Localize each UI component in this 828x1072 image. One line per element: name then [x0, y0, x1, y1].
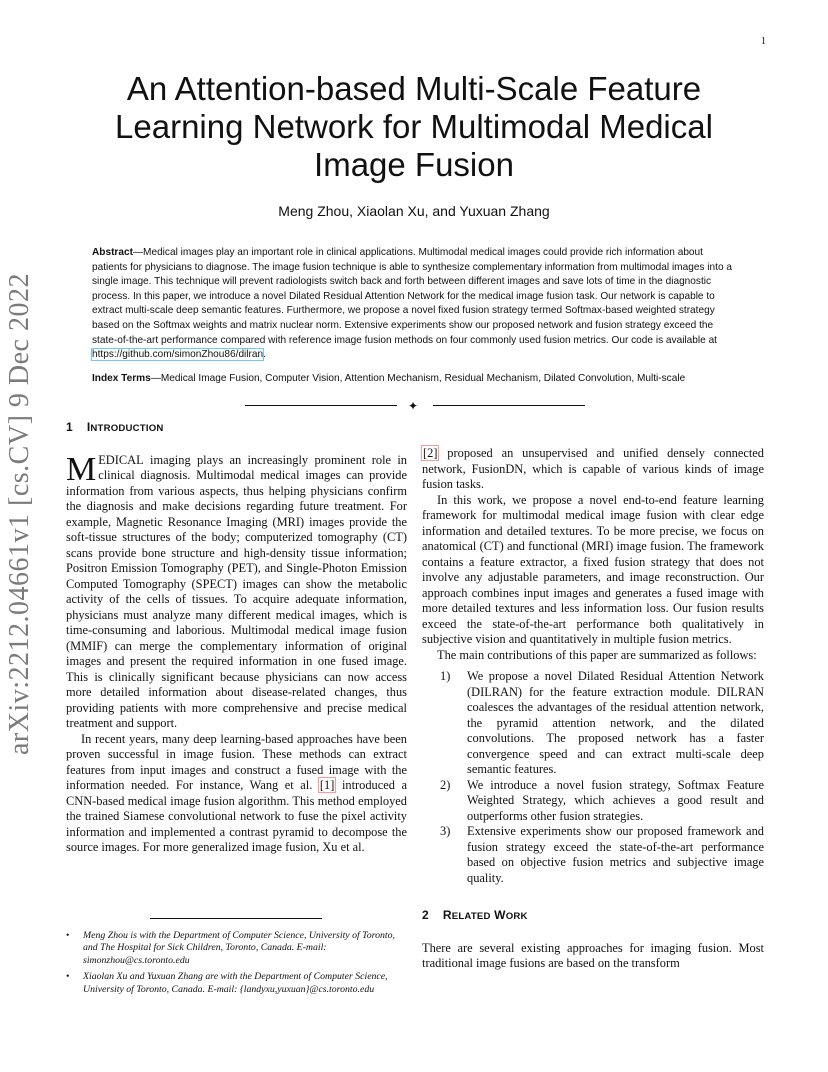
list-item [422, 824, 764, 886]
section-title-rest: ORK [505, 911, 528, 922]
intro-paragraph-1 [66, 450, 407, 732]
intro-paragraph-2-text-c: proposed an unsupervised and unified densely connected network, FusionDN, which is capable of various kinds of image fusion tasks. [422, 446, 764, 491]
section-title-initial: I [86, 420, 91, 434]
index-terms-text: —Medical Image Fusion, Computer Vision, Attention Mechanism, Residual Mechanism, Dilated Convolution, Multi-scale [150, 373, 686, 384]
divider-ornament-icon: ✦ [408, 399, 419, 413]
related-work-paragraph-1: There are several existing approaches for imaging fusion. Most traditional image fusions are based on the transform [422, 940, 764, 970]
divider-line-left [245, 405, 397, 406]
list-item [422, 778, 764, 825]
section-heading-introduction [66, 420, 407, 437]
paper-title: An Attention-based Multi-Scale Feature Learning Network for Multimodal Medical Image Fusion [115, 70, 713, 183]
arxiv-identifier-stamp: arXiv:2212.04661v1 [cs.CV] 9 Dec 2022 [4, 273, 35, 755]
list-marker: 3) [440, 824, 451, 838]
list-item-text: Extensive experiments show our proposed framework and fusion strategy exceed the state-of-the-art performance based on objective fusion metrics and subjective image quality. [467, 824, 764, 885]
intro-paragraph-3: In this work, we propose a novel end-to-end feature learning framework for multimodal medical image fusion with clear edge information and detailed textures. To be more precise, we focus on anatomical (CT) and functional (MRI) image fusion. The framework contains a feature extractor, a fixed fusion strategy that does not involve any adjustable parameters, and image reconstruction. Our approach combines input images and generates a fused image with more detailed textures and less information loss. Our fusion results exceed the state-of-the-art performance both qualitatively in subjective vision and quantitatively in multiple fusion metrics. [422, 492, 764, 646]
section-heading-related-work [422, 908, 764, 925]
contributions-list [422, 669, 764, 886]
abstract-text: —Medical images play an important role in clinical applications. Multimodal medical images could provide rich information about patients for physicians to diagnose. The image fusion technique is able to synthesize complementary information from multimodal images into a single image. This technique will prevent radiologists switch back and forth between different images and save lots of time in the diagnostic process. In this paper, we introduce a novel Dilated Residual Attention Network for the medical image fusion task. Our network is capable to extract multi-scale deep semantic features. Furthermore, we propose a novel fixed fusion strategy termed Softmax-based weighted strategy based on the Softmax weights and matrix nuclear norm. Extensive experiments show our proposed network and fusion strategy exceed the state-of-the-art performance compared with reference image fusion methods on four commonly used fusion metrics. Our code is available at [92, 247, 732, 346]
abstract-end: . [263, 349, 266, 361]
footnote-rule [150, 918, 322, 919]
divider-line-right [433, 405, 585, 406]
list-marker: 2) [440, 777, 451, 792]
index-terms-label: Index Terms [92, 373, 151, 384]
drop-cap-smallcaps: EDICAL [98, 452, 144, 467]
index-terms [92, 373, 752, 384]
intro-paragraph-2-text-b: introduced a CNN-based medical image fusion algorithm. This method employed the trained Siamese convolutional network to fuse the pixel activity information and implemented a contrast pyramid to decompose the source images. For more generalized image fusion, Xu et al. [66, 778, 407, 854]
list-item-text: We introduce a novel fusion strategy, Softmax Feature Weighted Strategy, which achieves a good result and outperforms other fusion strategies. [467, 777, 764, 823]
footnote [66, 930, 408, 967]
citation-link[interactable]: [1] [319, 778, 335, 792]
intro-paragraph-2-continued [422, 446, 764, 493]
drop-cap: M [66, 450, 97, 488]
intro-paragraph-2-text-a: In recent years, many deep learning-based approaches have been proven successful in image fusion. These methods can extract features from input images and construct a fused image with the information needed. For instance, Wang et al. [66, 731, 407, 792]
section-title-initial: R [442, 908, 452, 922]
intro-paragraph-1-text: imaging plays an increasingly prominent role in clinical diagnosis. Multimodal medical images can provide information from various aspects, thus helping physicians confirm the diagnosis and make decisions regarding future treatment. For example, Magnetic Resonance Imaging (MRI) images provide the soft-tissue structures of the body; computerized tomography (CT) scans provide bone structure and high-density tissue information; Positron Emission Tomography (PET), and Single-Photon Emission Computed Tomography (SPECT) images can show the metabolic activity of the cells of tissues. To acquire adequate information, physicians must analyze many different medical images, which is time-consuming and laborious. Multimodal medical image fusion (MMIF) can merge the complementary information of original images and present the required information in one fused image. This is clinically significant because physicians can now access more detailed information about disease-related changes, thus providing patients with more comprehensive and precise medical treatment and support. [66, 452, 407, 730]
list-item [422, 669, 764, 778]
citation-link[interactable]: [2] [423, 446, 438, 460]
list-marker: 1) [440, 669, 451, 683]
footnote-text: Xiaolan Xu and Yuxuan Zhang are with the Department of Computer Science, University of Toronto, Canada. E-mail: {landyxu,yuxuan}@cs.toronto.edu [83, 971, 388, 995]
section-number: 1 [66, 420, 73, 434]
footnote-text: Meng Zhou is with the Department of Computer Science, University of Toronto, and The Hospital for Sick Children, Toronto, Canada. E-mail: simonzhou@cs.toronto.edu [83, 930, 395, 966]
footnotes [66, 930, 408, 1000]
abstract [92, 246, 736, 363]
intro-paragraph-4: The main contributions of this paper are summarized as follows: [437, 647, 757, 662]
footnote [66, 971, 408, 996]
section-number: 2 [422, 908, 429, 922]
section-title-rest: ELATED [451, 911, 491, 922]
section-title-rest: NTRODUCTION [90, 423, 164, 434]
right-column [422, 446, 764, 972]
bullet-icon: • [66, 971, 70, 983]
section-divider [245, 399, 585, 413]
list-item-text: We propose a novel Dilated Residual Attention Network (DILRAN) for the feature extraction module. DILRAN coalesces the advantages of the residual attention network, the pyramid attention network, and the dilated convolutions. The proposed network has a faster convergence speed and can extract multi-scale deep semantic features. [467, 669, 764, 776]
code-repository-link[interactable]: https://github.com/simonZhou86/dilran [92, 349, 264, 361]
left-column [66, 420, 407, 856]
section-title-initial: W [494, 908, 506, 922]
bullet-icon: • [66, 930, 70, 941]
intro-paragraph-2 [66, 732, 407, 856]
page-number: 1 [761, 36, 766, 47]
author-list: Meng Zhou, Xiaolan Xu, and Yuxuan Zhang [278, 203, 550, 219]
abstract-label: Abstract [92, 247, 133, 258]
